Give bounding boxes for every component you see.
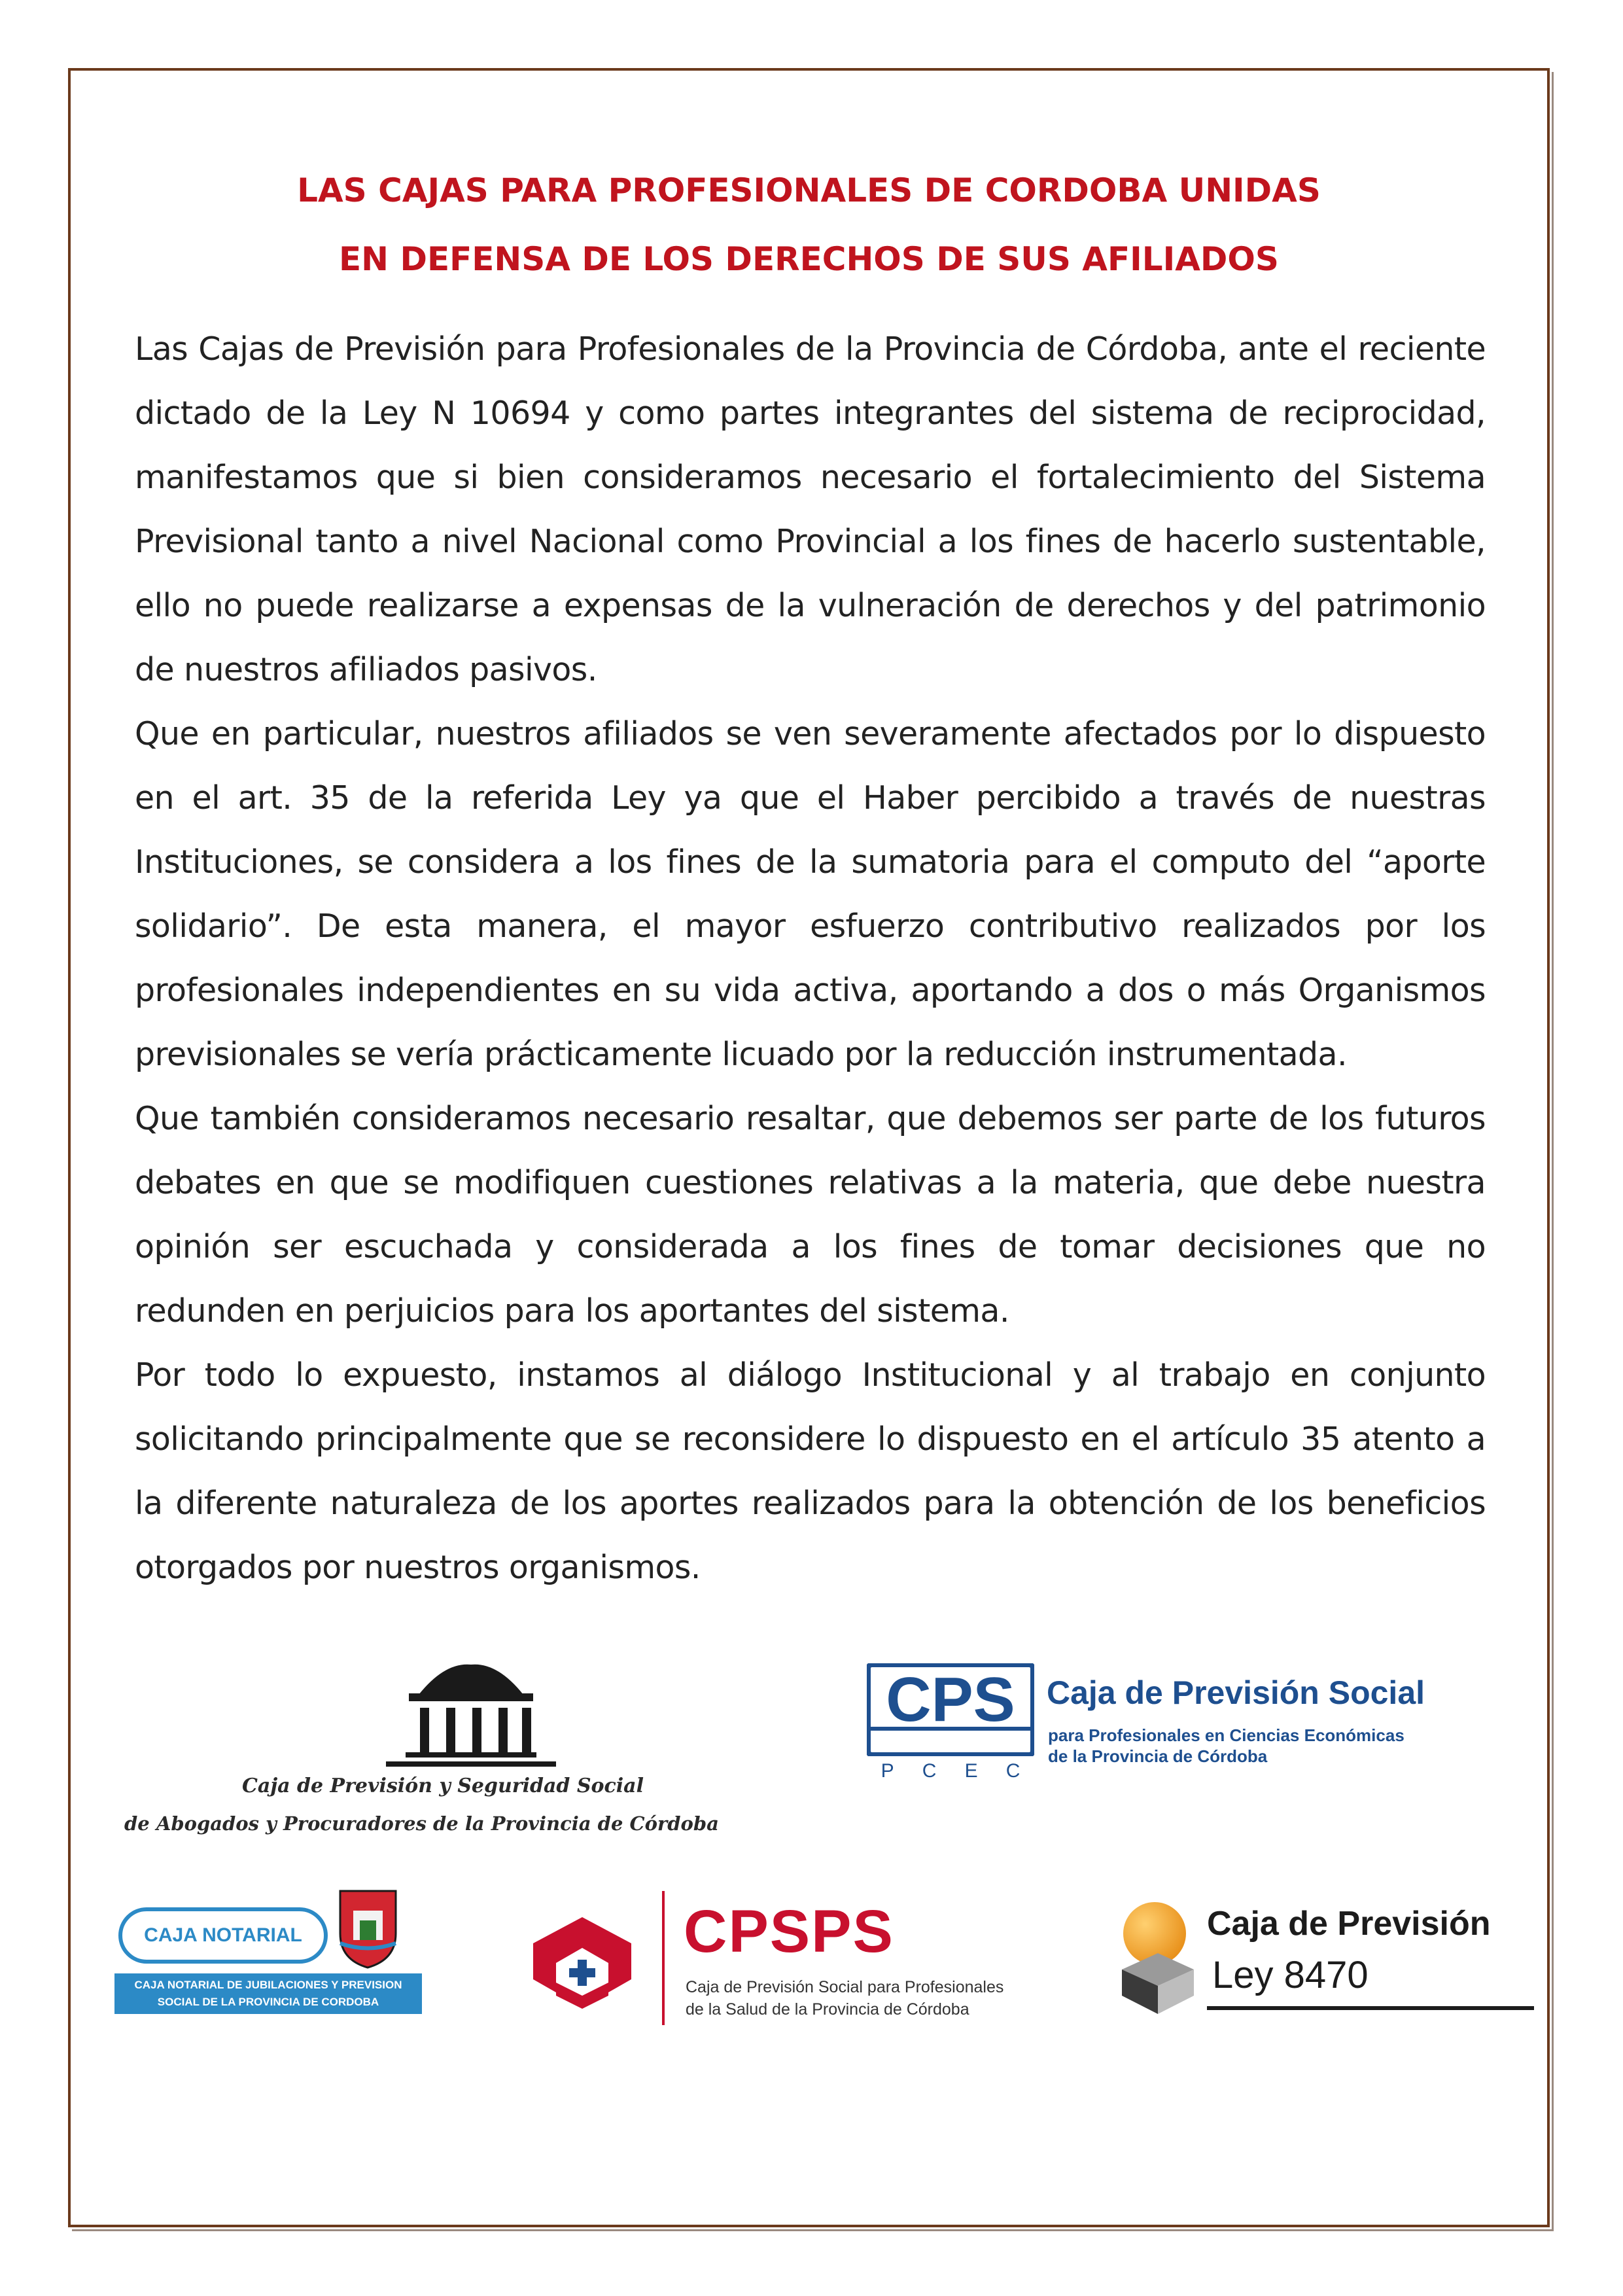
cpsps-sub-line-1: Caja de Previsión Social para Profesionales — [686, 1978, 1004, 1996]
paragraph-2: Que en particular, nuestros afiliados se ven severamente afectados por lo dispuesto en el art. 35 de la referida Ley ya que el Haber percibido a través de nuestras Instituciones, se considera a los fines de la sumatoria para el computo del “aporte solidario”. De esta manera, el mayor esfuerzo contributivo realizados por los profesionales independientes en su vida activa, aportando a dos o más Organismos previsionales se vería prácticamente licuado por la reducción instrumentada. — [135, 715, 1486, 1073]
cps-mark-icon — [867, 1663, 1034, 1756]
shield-icon — [337, 1888, 399, 1969]
ley8470-underline — [1207, 2006, 1534, 2010]
notarial-band-line-2: SOCIAL DE LA PROVINCIA DE CORDOBA — [157, 1996, 379, 2008]
ley8470-logo — [1109, 1891, 1541, 2022]
cpsps-logo-subtitle — [686, 1976, 1003, 2021]
cps-mark-letters — [867, 1760, 1034, 1782]
abogados-logo-line-1: Caja de Previsión y Seguridad Social — [242, 1775, 644, 1797]
document-title-line-1: LAS CAJAS PARA PROFESIONALES DE CORDOBA UNIDAS — [297, 171, 1321, 209]
ley8470-logo-subtitle: Ley 8470 — [1212, 1954, 1369, 1996]
cpsps-logo — [523, 1884, 1066, 2035]
cps-mark-text: CPS — [886, 1665, 1015, 1735]
courthouse-icon — [118, 1649, 824, 1773]
cpsps-divider — [662, 1891, 665, 2025]
notarial-logo-name: CAJA NOTARIAL — [118, 1907, 328, 1964]
cps-letter: P — [881, 1760, 894, 1782]
document-body — [135, 317, 1486, 1600]
cps-logo-title: Caja de Previsión Social — [1047, 1674, 1425, 1711]
abogados-logo — [118, 1649, 824, 1845]
cps-logo-subtitle — [1048, 1725, 1405, 1767]
cps-sub-line-1: para Profesionales en Ciencias Económicas — [1048, 1725, 1405, 1745]
cps-letter: C — [1005, 1760, 1021, 1782]
notarial-band-line-1: CAJA NOTARIAL DE JUBILACIONES Y PREVISION — [134, 1979, 402, 1991]
paragraph-1: Las Cajas de Previsión para Profesionales de la Provincia de Córdoba, ante el reciente dictado de la Ley N 10694 y como partes integrantes del sistema de reciprocidad, manifestamos que si bien consideramos necesario el fortalecimiento del Sistema Previsional tanto a nivel Nacional como Provincial a los fines de hacerlo sustentable, ello no puede realizarse a expensas de la vulneración de derechos y del patrimonio de nuestros afiliados pasivos. — [135, 330, 1486, 688]
cpsps-sub-line-2: de la Salud de la Provincia de Córdoba — [686, 2000, 969, 2019]
abogados-logo-line-2: de Abogados y Procuradores de la Provincia de Córdoba — [124, 1812, 719, 1835]
health-cube-icon — [527, 1914, 638, 2012]
paragraph-3: Que también consideramos necesario resaltar, que debemos ser parte de los futuros debates en que se modifiquen cuestiones relativas a la materia, que debe nuestra opinión ser escuchada y considerada a los fines de tomar decisiones que no redunden en perjuicios para los aportantes del sistema. — [135, 1100, 1486, 1330]
cps-letter: C — [922, 1760, 937, 1782]
sphere-cube-icon — [1109, 1898, 1207, 2015]
notarial-logo-band — [114, 1973, 422, 2014]
cps-letter: E — [964, 1760, 978, 1782]
cpsps-logo-title: CPSPS — [684, 1898, 894, 1965]
document-title-line-2: EN DEFENSA DE LOS DERECHOS DE SUS AFILIADOS — [339, 240, 1279, 278]
ley8470-logo-title: Caja de Previsión — [1207, 1905, 1491, 1943]
notarial-logo — [114, 1888, 425, 2019]
paragraph-4: Por todo lo expuesto, instamos al diálogo Institucional y al trabajo en conjunto solicitando principalmente que se reconsidere lo dispuesto en el artículo 35 atento a la diferente naturaleza de los aportes realizados para la obtención de los beneficios otorgados por nuestros organismos. — [135, 1356, 1486, 1586]
cps-logo — [867, 1662, 1488, 1786]
cps-sub-line-2: de la Provincia de Córdoba — [1048, 1746, 1268, 1766]
